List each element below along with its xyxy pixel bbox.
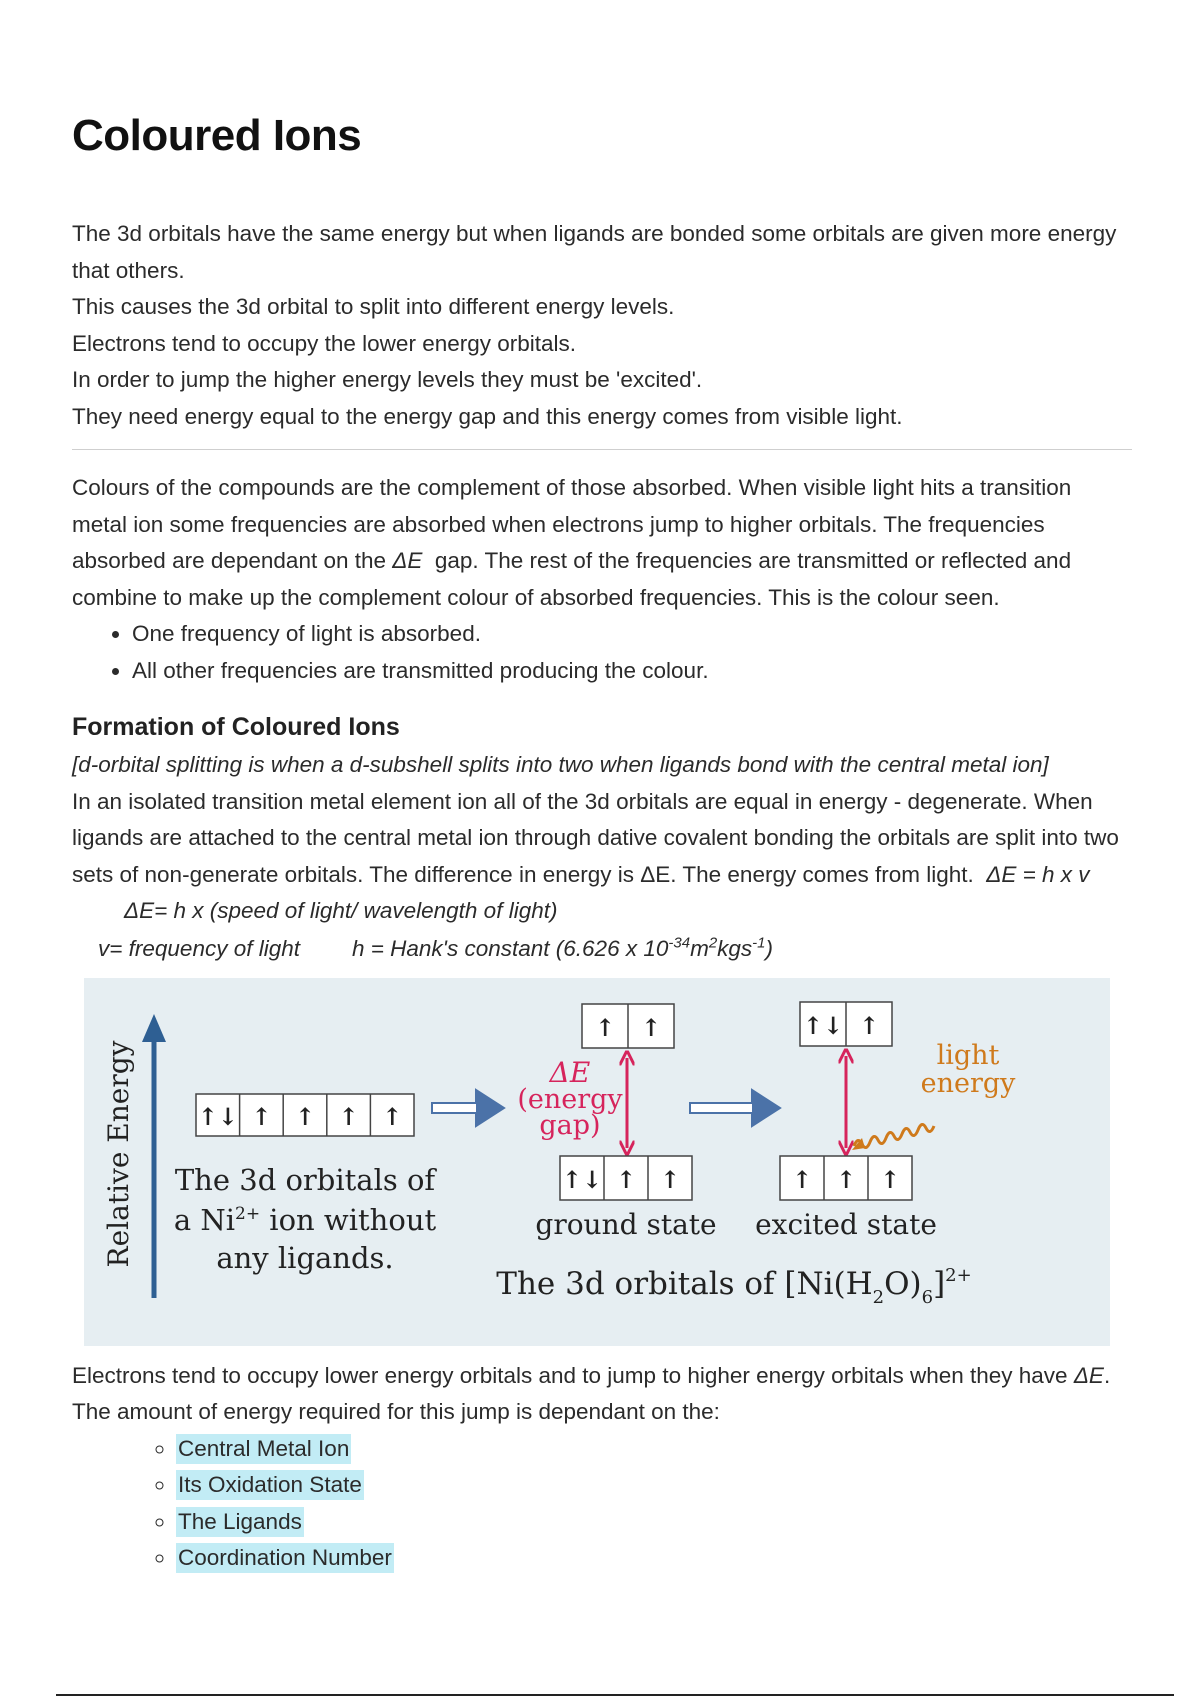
electron-pair-arrow: ↑↓ — [197, 1101, 238, 1131]
absorption-bullet-list — [72, 616, 1132, 689]
intro-line-5: They need energy equal to the energy gap and this energy comes from visible light. — [72, 403, 903, 429]
highlighted-factor: Central Metal Ion — [176, 1434, 351, 1464]
energy-gap-label-2: gap) — [539, 1109, 601, 1141]
isolated-caption-line-1: The 3d orbitals of — [174, 1162, 436, 1197]
electron-up-arrow: ↑ — [382, 1101, 403, 1131]
page-title: Coloured Ions — [72, 111, 362, 160]
light-wave-icon — [854, 1124, 934, 1147]
list-item — [176, 1504, 1132, 1541]
intro-line-4: In order to jump the higher energy levels they must be 'excited'. — [72, 367, 703, 392]
energy-equation-2: ΔE= h x (speed of light/ wavelength of light) — [124, 898, 558, 923]
colours-paragraph — [72, 470, 1132, 616]
factors-text-before: Electrons tend to occupy lower energy orbitals and to jump to higher energy orbitals when they have — [72, 1362, 1074, 1388]
formation-body-text: In an isolated transition metal element ion all of the 3d orbitals are equal in energy - degenerate. When ligands are attached to the central metal ion through dative covalent bonding the orbitals are split into two sets of non-generate orbitals. The difference in energy is ΔE. The energy comes from light. — [72, 788, 1119, 887]
factors-text-after: . The amount of energy required for this jump is dependant on the: — [72, 1362, 1111, 1424]
ground-state-upper-boxes — [582, 1004, 674, 1048]
section-divider — [72, 449, 1132, 450]
colours-text-before: Colours of the compounds are the complement of those absorbed. When visible light hits a transition metal ion some frequencies are absorbed when electrons jump to higher orbitals. The frequencies absorbed are dependant on the — [72, 475, 1072, 573]
isolated-caption-line-2: a $Ni^{2+}$ ion without — [173, 1202, 437, 1237]
ground-state-label: ground state — [535, 1207, 717, 1241]
light-energy-label-2: energy — [920, 1067, 1016, 1099]
highlighted-factor: The Ligands — [176, 1507, 304, 1537]
d-orbital-definition: [d-orbital splitting is when a d-subshell splits into two when ligands bond with the central metal ion] — [72, 752, 1049, 777]
highlighted-factor: Its Oxidation State — [176, 1470, 364, 1500]
list-item — [176, 1540, 1132, 1577]
highlighted-factor: Coordination Number — [176, 1543, 394, 1573]
intro-paragraph — [72, 216, 1132, 435]
document-page — [72, 100, 1132, 1577]
list-item: • One frequency of light is absorbed. — [132, 616, 1132, 653]
electron-up-arrow: ↑ — [835, 1164, 857, 1194]
delta-e-symbol: ΔE — [392, 548, 423, 573]
list-item — [176, 1431, 1132, 1468]
delta-e-symbol: ΔE — [1073, 1362, 1104, 1388]
energy-equation-1: ΔE = h x v — [986, 861, 1090, 887]
electron-up-arrow: ↑ — [294, 1101, 316, 1131]
frequency-definition: v= frequency of light — [98, 935, 300, 961]
excited-state-upper-boxes — [800, 1002, 892, 1046]
energy-gap-label-1: (energy — [517, 1083, 623, 1115]
energy-factors-list — [72, 1431, 1132, 1577]
splitting-diagram-svg — [84, 978, 1110, 1346]
planck-constant: h = Hank's constant (6.626 x $10^{-34}m^2kgs^{-1}$) — [352, 934, 774, 961]
ground-state-lower-boxes — [560, 1156, 692, 1200]
list-item — [176, 1467, 1132, 1504]
electron-up-arrow: ↑ — [594, 1012, 616, 1042]
electron-up-arrow: ↑ — [659, 1164, 681, 1194]
excited-state-lower-boxes — [780, 1156, 912, 1200]
electron-pair-arrow: ↑↓ — [561, 1164, 603, 1194]
electron-up-arrow: ↑ — [879, 1164, 901, 1194]
formation-heading: Formation of Coloured Ions — [72, 713, 400, 741]
intro-line-3: Electrons tend to occupy the lower energy orbitals. — [72, 330, 577, 356]
electron-up-arrow: ↑ — [640, 1012, 662, 1042]
transition-arrow-1 — [432, 1090, 504, 1126]
electron-up-arrow: ↑ — [858, 1010, 880, 1040]
electron-pair-arrow: ↑↓ — [802, 1010, 844, 1040]
delta-e-label: ΔE — [549, 1055, 591, 1089]
energy-axis-label: Relative Energy — [102, 1040, 135, 1267]
electron-up-arrow: ↑ — [338, 1101, 359, 1131]
light-energy-label-1: light — [936, 1039, 1000, 1071]
colours-text-after: gap. The rest of the frequencies are transmitted or reflected and combine to make up the complement colour of absorbed frequencies. This is the colour seen. — [72, 548, 1072, 610]
transition-arrow-2 — [690, 1090, 780, 1126]
d-orbital-splitting-diagram — [84, 978, 1110, 1346]
isolated-caption-line-3: any ligands. — [216, 1240, 394, 1275]
bottom-rule — [56, 1694, 1174, 1696]
constants-line — [72, 930, 1132, 968]
intro-line-2: This causes the 3d orbital to split into different energy levels. — [72, 294, 675, 319]
electron-up-arrow: ↑ — [251, 1101, 272, 1131]
energy-axis-arrowhead — [142, 1014, 166, 1042]
list-item: • All other frequencies are transmitted producing the colour. — [132, 653, 1132, 690]
electron-up-arrow: ↑ — [791, 1164, 813, 1194]
formation-body — [72, 784, 1132, 930]
electron-up-arrow: ↑ — [615, 1164, 637, 1194]
intro-line-1: The 3d orbitals have the same energy but when ligands are bonded some orbitals are given more energy that others. — [72, 221, 1117, 283]
factors-intro — [72, 1358, 1132, 1431]
isolated-orbital-boxes — [196, 1094, 414, 1136]
complex-caption: The 3d orbitals of $[Ni(H_2O)_6]^{2+}$ — [496, 1264, 972, 1308]
excited-state-label: excited state — [755, 1207, 937, 1241]
